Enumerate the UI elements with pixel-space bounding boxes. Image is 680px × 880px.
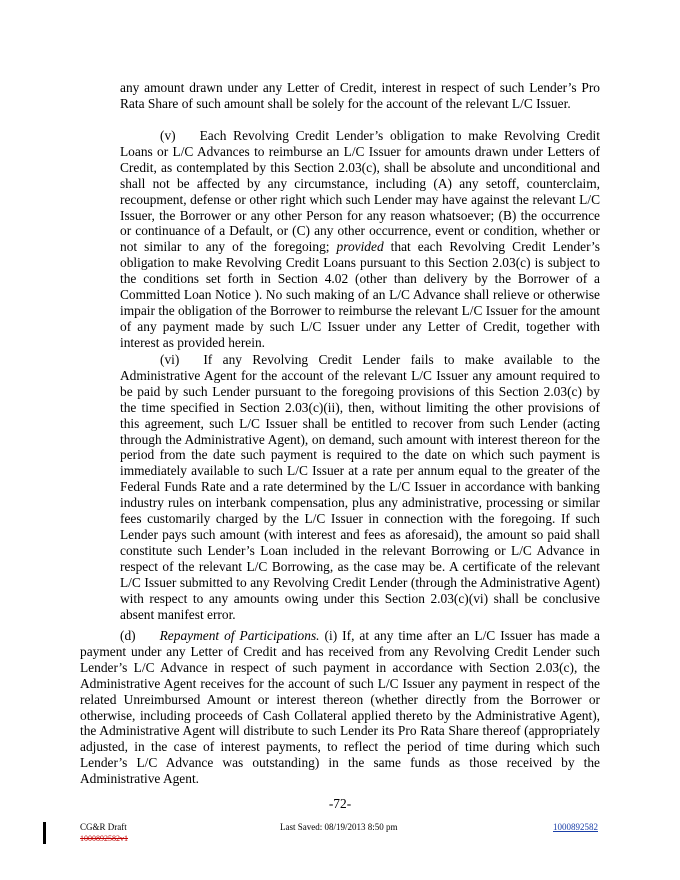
paragraph-continuation <box>120 80 600 112</box>
paragraph-text: If any Revolving Credit Lender fails to make available to the Administrative Agent for the account of the relevant L/C Issuer any amount required to be paid by such Lender pursuant to the foregoing provisions of this Section 2.03(c) by the time specified in Section 2.03(c)(ii), then, without limiting the other provisions of this agreement, such L/C Issuer shall be entitled to recover from such Lender (acting through the Administrative Agent), on demand, such amount with interest thereon for the period from the date such payment is required to the date on which such payment is immediately available to such L/C Issuer at a rate per annum equal to the greater of the Federal Funds Rate and a rate determined by the L/C Issuer in accordance with banking industry rules on interbank compensation, plus any administrative, processing or similar fees customarily charged by the L/C Issuer in connection with the foregoing. If such Lender pays such amount (with interest and fees as aforesaid), the amount so paid shall constitute such Lender’s Loan included in the relevant Borrowing or L/C Advance in respect of the relevant L/C Borrowing, as the case may be. A certificate of the relevant L/C Issuer submitted to any Revolving Credit Lender (through the Administrative Agent) with respect to any amounts owing under this Section 2.03(c)(vi) shall be conclusive absent manifest error. <box>120 352 600 622</box>
draft-label: CG&R Draft <box>80 822 127 832</box>
struck-doc-number: 1000892582v1 <box>80 834 128 843</box>
change-bar <box>43 822 46 844</box>
paragraph-text: that each Revolving Credit Lender’s obligation to make Revolving Credit Loans pursuant to this Section 2.03(c) is subject to the conditions set forth in Section 4.02 (other than delivery by the Borrower of a Committed Loan Notice ). No such making of an L/C Advance shall relieve or otherwise impair the obligation of the Borrower to reimburse the relevant L/C Issuer for the amount of any payment made by such L/C Issuer under any Letter of Credit, together with interest as provided herein. <box>120 239 600 350</box>
section-heading: Repayment of Participations. <box>159 628 320 643</box>
paragraph-text: (i) If, at any time after an L/C Issuer has made a payment under any Letter of Credit and has received from any Revolving Credit Lender such Lender’s L/C Advance in respect of such payment in accordance with Section 2.03(c), the Administrative Agent receives for the account of such L/C Issuer any payment in respect of the related Unreimbursed Amount or interest thereon (whether directly from the Borrower or otherwise, including proceeds of Cash Collateral applied thereto by the Administrative Agent), the Administrative Agent will distribute to such Lender its Pro Rata Share thereof (appropriately adjusted, in the case of interest payments, to reflect the period of time during which such Lender’s L/C Advance was outstanding) in the same funds as those received by the Administrative Agent. <box>80 628 600 787</box>
clause-label: (d) <box>120 628 136 643</box>
doc-number-link[interactable]: 1000892582 <box>553 822 598 832</box>
paragraph-text: any amount drawn under any Letter of Credit, interest in respect of such Lender’s Pro Rata Share of such amount shall be solely for the account of the relevant L/C Issuer. <box>120 80 600 111</box>
clause-label: (vi) <box>160 352 180 367</box>
clause-label: (v) <box>160 128 176 143</box>
paragraph-d <box>80 628 600 787</box>
proviso-italic: provided <box>336 239 384 255</box>
paragraph-text: Each Revolving Credit Lender’s obligation to make Revolving Credit Loans or L/C Advances to reimburse an L/C Issuer for amounts drawn under Letters of Credit, as contemplated by this Section 2.03(c), shall be absolute and unconditional and shall not be affected by any circumstance, including (A) any setoff, counterclaim, recoupment, defense or other right which such Lender may have against the relevant L/C Issuer, the Borrower or any other Person for any reason whatsoever; (B) the occurrence or continuance of a Default, or (C) any other occurrence, event or condition, whether or not similar to any of the foregoing; <box>120 128 600 255</box>
last-saved: Last Saved: 08/19/2013 8:50 pm <box>280 822 398 832</box>
page-number: -72- <box>328 796 352 811</box>
paragraph-v <box>120 128 600 351</box>
paragraph-vi <box>120 352 600 622</box>
footer-left <box>80 822 128 844</box>
